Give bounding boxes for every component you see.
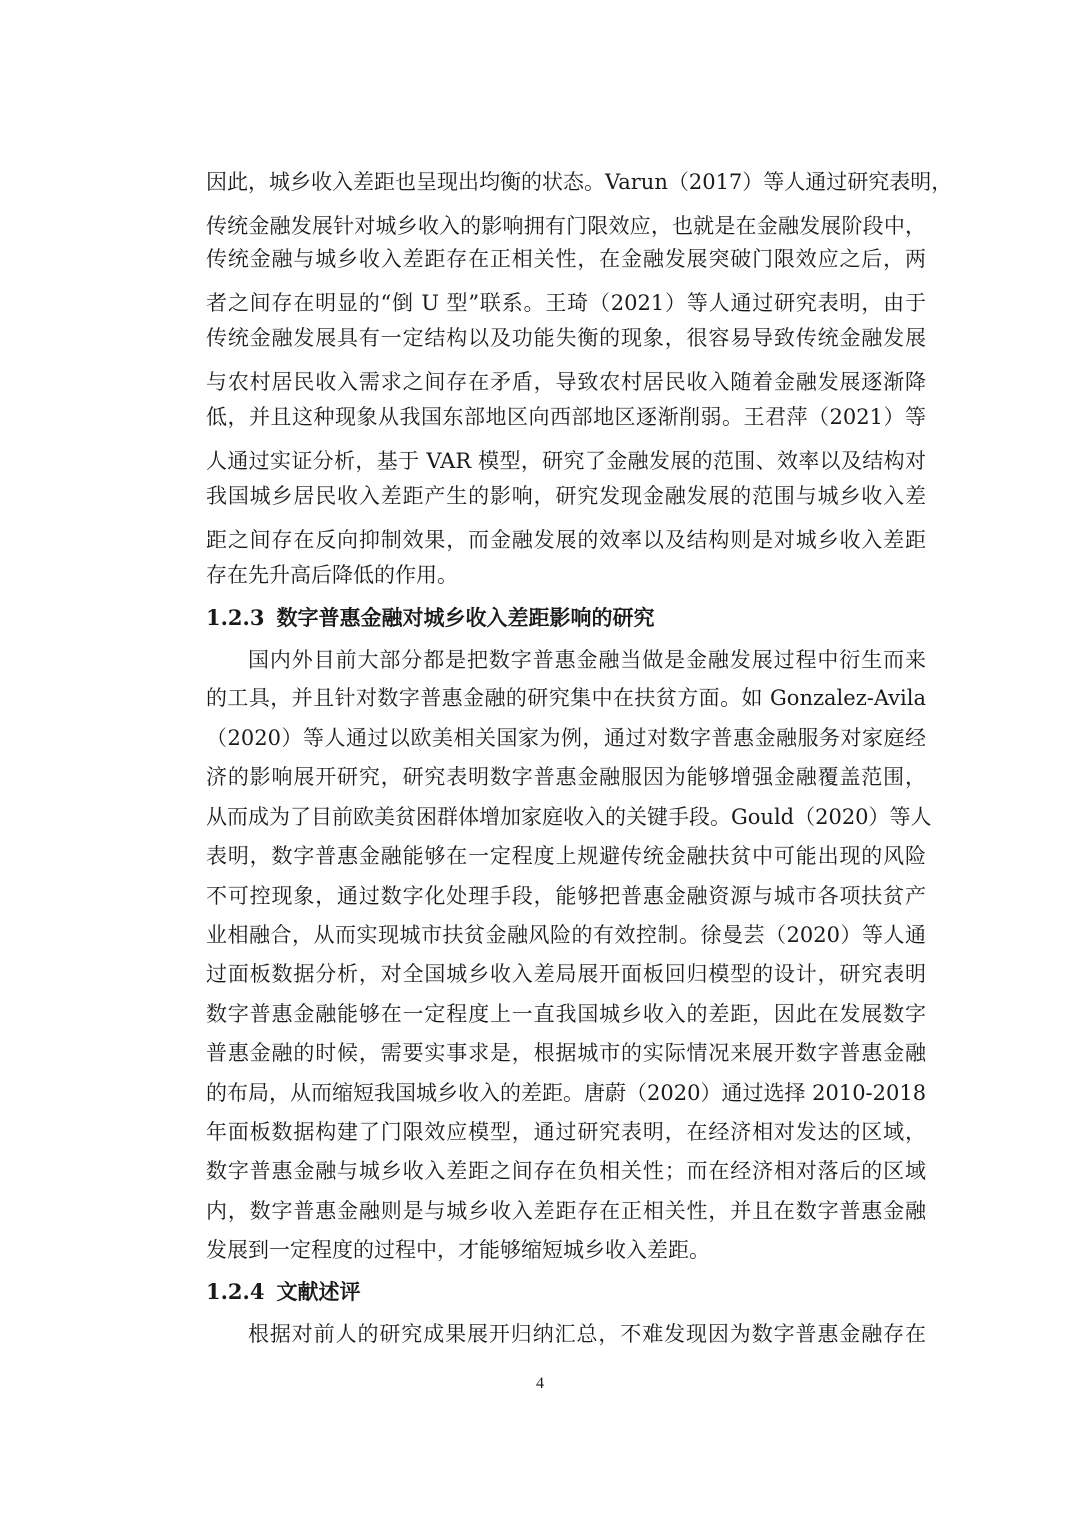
paragraph-line: 传统金融发展针对城乡收入的影响拥有门限效应，也就是在金融发展阶段中， xyxy=(206,214,926,238)
paragraph-line: 业相融合，从而实现城市扶贫金融风险的有效控制。徐曼芸（2020）等人通 xyxy=(206,923,926,947)
paragraph-line: 根据对前人的研究成果展开归纳汇总，不难发现因为数字普惠金融存在 xyxy=(248,1322,926,1346)
paragraph-line: 与农村居民收入需求之间存在矛盾，导致农村居民收入随着金融发展逐渐降 xyxy=(206,370,926,394)
paragraph-line: 者之间存在明显的“倒 U 型”联系。王琦（2021）等人通过研究表明，由于 xyxy=(206,291,926,315)
section-number: 1.2.4 xyxy=(206,1279,265,1304)
paragraph-line: 发展到一定程度的过程中，才能够缩短城乡收入差距。 xyxy=(206,1238,710,1262)
paragraph-line: 年面板数据构建了门限效应模型，通过研究表明，在经济相对发达的区域， xyxy=(206,1120,926,1144)
section-heading-1-2-4 xyxy=(206,1270,926,1314)
paragraph-line: 内，数字普惠金融则是与城乡收入差距存在正相关性，并且在数字普惠金融 xyxy=(206,1199,926,1223)
paragraph-line: 过面板数据分析，对全国城乡收入差局展开面板回归模型的设计，研究表明 xyxy=(206,962,926,986)
paragraph-line: 国内外目前大部分都是把数字普惠金融当做是金融发展过程中衍生而来 xyxy=(248,648,926,672)
paragraph-line: 不可控现象，通过数字化处理手段，能够把普惠金融资源与城市各项扶贫产 xyxy=(206,884,926,908)
paragraph-line: 的工具，并且针对数字普惠金融的研究集中在扶贫方面。如 Gonzalez-Avila xyxy=(206,686,926,710)
paragraph-line: 表明，数字普惠金融能够在一定程度上规避传统金融扶贫中可能出现的风险 xyxy=(206,844,926,868)
paragraph-line: 存在先升高后降低的作用。 xyxy=(206,563,458,587)
paragraph-line: 普惠金融的时候，需要实事求是，根据城市的实际情况来展开数字普惠金融 xyxy=(206,1041,926,1065)
paragraph-line: 济的影响展开研究，研究表明数字普惠金融服因为能够增强金融覆盖范围， xyxy=(206,765,926,789)
page-number: 4 xyxy=(536,1375,544,1392)
paragraph-line: 传统金融发展具有一定结构以及功能失衡的现象，很容易导致传统金融发展 xyxy=(206,326,926,350)
section-heading-1-2-3 xyxy=(206,596,926,640)
paragraph-line: 我国城乡居民收入差距产生的影响，研究发现金融发展的范围与城乡收入差 xyxy=(206,484,926,508)
section-title: 文献述评 xyxy=(276,1279,361,1304)
paragraph-line: 低，并且这种现象从我国东部地区向西部地区逐渐削弱。王君萍（2021）等 xyxy=(206,405,926,429)
section-number: 1.2.3 xyxy=(206,605,265,630)
paragraph-line: 的布局，从而缩短我国城乡收入的差距。唐蔚（2020）通过选择 2010-2018 xyxy=(206,1081,927,1105)
paragraph-line: 从而成为了目前欧美贫困群体增加家庭收入的关键手段。Gould（2020）等人 xyxy=(206,805,932,829)
paragraph-line: 数字普惠金融能够在一定程度上一直我国城乡收入的差距，因此在发展数字 xyxy=(206,1002,926,1026)
paragraph-line: 数字普惠金融与城乡收入差距之间存在负相关性；而在经济相对落后的区域 xyxy=(206,1159,926,1183)
paragraph-line: 传统金融与城乡收入差距存在正相关性，在金融发展突破门限效应之后，两 xyxy=(206,247,926,271)
paragraph-line: 距之间存在反向抑制效果，而金融发展的效率以及结构则是对城乡收入差距 xyxy=(206,528,926,552)
paragraph-line: 人通过实证分析，基于 VAR 模型，研究了金融发展的范围、效率以及结构对 xyxy=(206,449,926,473)
paragraph-line: （2020）等人通过以欧美相关国家为例，通过对数字普惠金融服务对家庭经 xyxy=(206,726,926,750)
paragraph-line: 因此，城乡收入差距也呈现出均衡的状态。Varun（2017）等人通过研究表明， xyxy=(206,170,953,194)
section-title: 数字普惠金融对城乡收入差距影响的研究 xyxy=(276,605,655,630)
